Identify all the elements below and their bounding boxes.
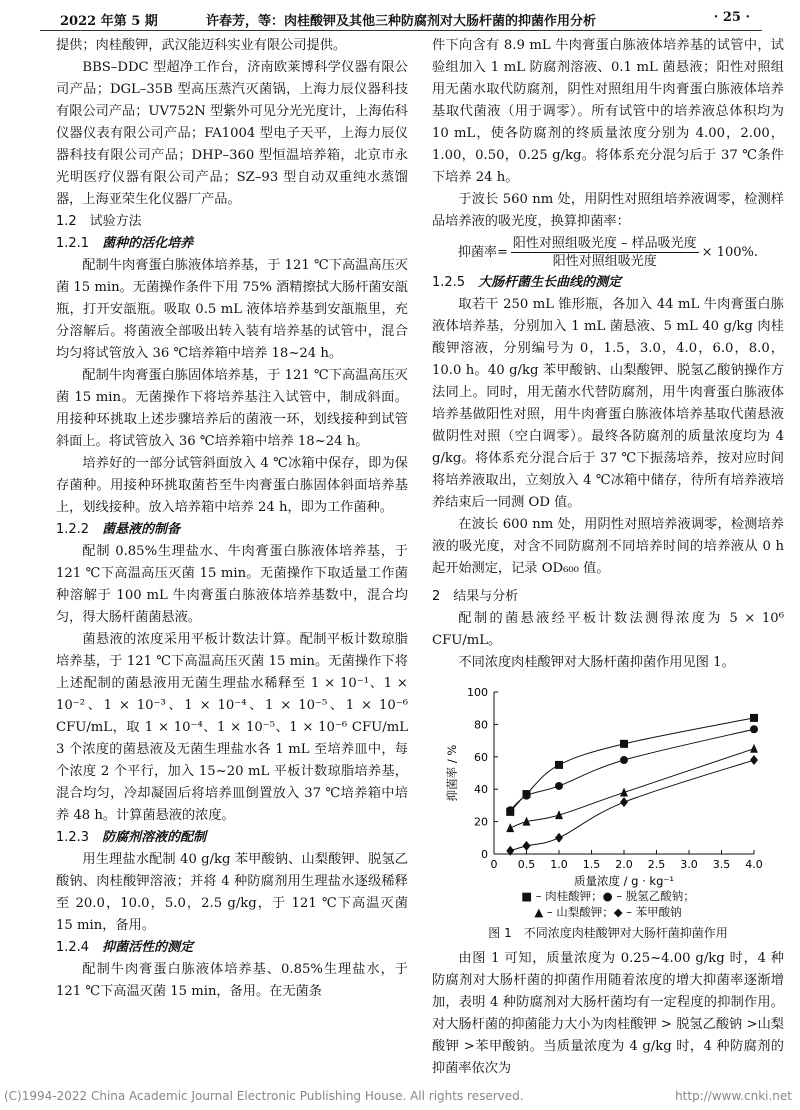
y-tick-label: 100: [467, 686, 488, 699]
y-tick-label: 20: [474, 815, 488, 829]
data-point-triangle: [506, 823, 514, 832]
data-point-circle: [620, 756, 628, 764]
paragraph: 取若干 250 mL 锥形瓶，各加入 44 mL 牛肉膏蛋白胨液体培养基，分别加入 1 mL 菌悬液、5 mL 40 g/kg 肉桂酸钾溶液，分别编号为 0，1.5，3.0，4.0，6.0，8.0，10.0 h。40 g/kg 苯甲酸钠、山梨酸钾、脱氢乙酸钠操作方法同上。同时，用无菌水代替防腐剂，用牛肉膏蛋白胨液体培养基做阳性对照，用牛肉膏蛋白胨液体培养基取代菌悬液做阴性对照（空白调零）。最终各防腐剂的质量浓度均为 4 g/kg。将体系充分混合后于 37 ℃下振荡培养，按对应时间将培养液取出，立刻放入 4 ℃冰箱中储存，待所有培养液培养结束后一同测 OD 值。: [432, 297, 784, 510]
data-point-diamond: [523, 841, 531, 851]
formula-numerator: 阳性对照组吸光度 – 样品吸光度: [512, 236, 697, 251]
section-heading: 2 结果与分析: [432, 589, 519, 604]
subsection-heading: 1.2.5 大肠杆菌生长曲线的测定: [432, 275, 622, 290]
figure-1-chart: [432, 678, 784, 888]
data-point-circle: [555, 782, 563, 790]
x-tick-label: 2.0: [615, 858, 633, 871]
paragraph: 在波长 600 nm 处，用阴性对照培养液调零，检测培养液的吸光度，对含不同防腐剂不同培养时间的培养液从 0 h 起开始测定，记录 OD₆₀₀ 值。: [432, 517, 784, 576]
paragraph: 用生理盐水配制 40 g/kg 苯甲酸钠、山梨酸钾、脱氢乙酸钠、肉桂酸钾溶液；并将 4 种防腐剂用生理盐水逐级稀释至 20.0，10.0，5.0，2.5 g/kg，于 121 ℃下高温灭菌 15 min，备用。: [56, 852, 408, 933]
copyright-text: (C)1994-2022 China Academic Journal Electronic Publishing House. All rights reserved.: [4, 1089, 524, 1103]
subsection-heading: 1.2.3 防腐剂溶液的配制: [56, 830, 207, 845]
paragraph: 培养好的一部分试管斜面放入 4 ℃冰箱中保存，即为保存菌种。用接种环挑取菌苔至牛肉膏蛋白胨固体斜面培养基上，划线接种。放入培养箱中培养 24 h，即为工作菌种。: [56, 456, 408, 515]
paragraph: 配制牛肉膏蛋白胨液体培养基、0.85%生理盐水，于 121 ℃下高温灭菌 15 min，备用。在无菌条: [56, 962, 408, 999]
paragraph: 配制 0.85%生理盐水、牛肉膏蛋白胨液体培养基，于 121 ℃下高温高压灭菌 15 min。无菌操作下取适量工作菌种溶解于 100 mL 牛肉膏蛋白胨液体培养基数中，混合均匀，得大肠杆菌菌悬液。: [56, 544, 408, 625]
data-point-diamond: [750, 755, 758, 765]
legend-line-1: ■ – 肉桂酸钾；● – 脱氢乙酸钠；: [521, 889, 695, 903]
formula-denominator: 阳性对照组吸光度: [552, 254, 657, 269]
data-point-triangle: [750, 744, 758, 753]
data-point-circle: [506, 806, 514, 814]
paragraph: 配制牛肉膏蛋白胨固体培养基，于 121 ℃下高温高压灭菌 15 min。无菌操作下将培养基注入试管中，制成斜面。用接种环挑取上述步骤培养后的菌液一环，划线接种到试管斜面上。将试管放入 36 ℃培养箱中培养 18~24 h。: [56, 368, 408, 449]
paragraph: 配制的菌悬液经平板计数法测得浓度为 5 × 10⁶ CFU/mL。: [432, 611, 784, 648]
formula-tail: × 100%.: [701, 244, 758, 260]
x-tick-label: 0.5: [517, 858, 536, 871]
paragraph: 配制牛肉膏蛋白胨液体培养基，于 121 ℃下高温高压灭菌 15 min。无菌操作条件下用 75% 酒精擦拭大肠杆菌安瓿瓶，打开安瓿瓶。吸取 0.5 mL 液体培养基到安瓿瓶里，充分溶解后。将菌液全部吸出转入装有培养基的试管中，混合均匀将试管放入 36 ℃培养箱中培养 18~24 h。: [56, 258, 408, 361]
page-number: · 25 ·: [713, 10, 750, 25]
series-line-circle: [510, 729, 754, 810]
x-tick-label: 2.5: [647, 858, 666, 871]
chart-svg: [432, 678, 784, 888]
source-url: http://www.cnki.net: [675, 1089, 792, 1103]
data-point-diamond: [555, 833, 563, 843]
running-title: 许春芳，等：肉桂酸钾及其他三种防腐剂对大肠杆菌的抑菌作用分析: [205, 14, 596, 29]
x-axis-label: 质量浓度 / g · kg⁻¹: [573, 874, 675, 888]
chart-legend: [432, 888, 784, 920]
paragraph: 提供；肉桂酸钾，武汉能迈科实业有限公司提供。: [56, 38, 347, 53]
formula-lhs: 抑菌率=: [458, 244, 508, 260]
y-tick-label: 40: [474, 783, 488, 797]
y-axis-label: 抑菌率 / %: [445, 744, 459, 802]
left-column: [56, 35, 408, 1003]
page-header: [40, 6, 762, 31]
subsection-heading: 1.2.4 抑菌活性的测定: [56, 940, 194, 955]
legend-line-2: ▲ – 山梨酸钾；◆ – 苯甲酸钠: [534, 905, 682, 919]
x-tick-label: 3.5: [712, 858, 731, 871]
page-footer: [0, 1089, 800, 1107]
x-tick-label: 4.0: [745, 858, 763, 871]
paragraph: 菌悬液的浓度采用平板计数法计算。配制平板计数琼脂培养基，于 121 ℃下高温高压灭菌 15 min。无菌操作下将上述配制的菌悬液用无菌生理盐水稀释至 1 × 10⁻¹、1 × 10⁻²、1 × 10⁻³、1 × 10⁻⁴、1 × 10⁻⁵、1 × 10⁻⁶ CFU/mL，取 1 × 10⁻⁴、1 × 10⁻⁵、1 × 10⁻⁶ CFU/mL 3 个浓度的菌悬液及无菌生理盐水各 1 mL 至培养皿中，每个浓度 2 个平行，加入 15~20 mL 平板计数琼脂培养基，混合均匀，冷却凝固后将培养皿倒置放入 37 ℃培养箱中培养 48 h。计算菌悬液的浓度。: [56, 632, 408, 823]
formula-fraction: [511, 235, 699, 270]
subsection-heading: 1.2.1 菌种的活化培养: [56, 236, 194, 251]
y-tick-label: 80: [474, 718, 488, 732]
paragraph: BBS–DDC 型超净工作台，济南欧莱博科学仪器有限公司产品；DGL–35B 型高压蒸汽灭菌锅，上海力辰仪器科技有限公司产品；UV752N 型紫外可见分光光度计，上海佑科仪器仪表有限公司产品；FA1004 型电子天平，上海力辰仪器科技有限公司产品；DHP–360 型恒温培养箱，北京市永光明医疗仪器有限公司产品；SZ–93 型自动双重纯水蒸馏器，上海亚荣生化仪器厂产品。: [56, 60, 408, 207]
inhibition-formula: [432, 235, 784, 270]
y-tick-label: 60: [474, 750, 488, 764]
data-point-circle: [523, 792, 531, 800]
x-tick-label: 1.5: [582, 858, 601, 871]
data-point-square: [620, 740, 628, 748]
x-tick-label: 0: [490, 858, 498, 871]
paragraph: 于波长 560 nm 处，用阴性对照组培养液调零，检测样品培养液的吸光度，换算抑菌率：: [432, 192, 784, 229]
data-point-square: [555, 761, 563, 769]
section-heading: 1.2 试验方法: [56, 214, 142, 229]
paragraph: 不同浓度肉桂酸钾对大肠杆菌抑菌作用见图 1。: [458, 655, 735, 670]
subsection-heading: 1.2.2 菌悬液的制备: [56, 522, 181, 537]
data-point-circle: [750, 725, 758, 733]
data-point-square: [750, 714, 758, 722]
y-tick-label: 0: [481, 848, 488, 861]
data-point-diamond: [620, 797, 628, 807]
right-column: [432, 35, 784, 1080]
x-tick-label: 1.0: [550, 858, 568, 871]
series-line-square: [510, 718, 754, 812]
series-line-triangle: [510, 749, 754, 828]
paragraph: 由图 1 可知，质量浓度为 0.25~4.00 g/kg 时，4 种防腐剂对大肠杆菌的抑菌作用随着浓度的增大抑菌率逐渐增加，表明 4 种防腐剂对大肠杆菌均有一定程度的抑制作用。对大肠杆菌的抑菌能力大小为肉桂酸钾 > 脱氢乙酸钠 >山梨酸钾 >苯甲酸钠。当质量浓度为 4 g/kg 时，4 种防腐剂的抑菌率依次为: [432, 951, 784, 1076]
x-tick-label: 3.0: [680, 858, 698, 871]
figure-caption: 图 1 不同浓度肉桂酸钾对大肠杆菌抑菌作用: [488, 926, 728, 940]
paragraph: 件下向含有 8.9 mL 牛肉膏蛋白胨液体培养基的试管中，试验组加入 1 mL 防腐剂溶液、0.1 mL 菌悬液；阳性对照组用无菌水取代防腐剂，阴性对照组用牛肉膏蛋白胨液体培养基取代菌液（用于调零）。所有试管中的培养液总体积均为 10 mL，使各防腐剂的终质量浓度分别为 4.00，2.00，1.00，0.50，0.25 g/kg。将体系充分混匀后于 37 ℃条件下培养 24 h。: [432, 38, 784, 185]
issue-label: 2022 年第 5 期: [60, 14, 158, 29]
